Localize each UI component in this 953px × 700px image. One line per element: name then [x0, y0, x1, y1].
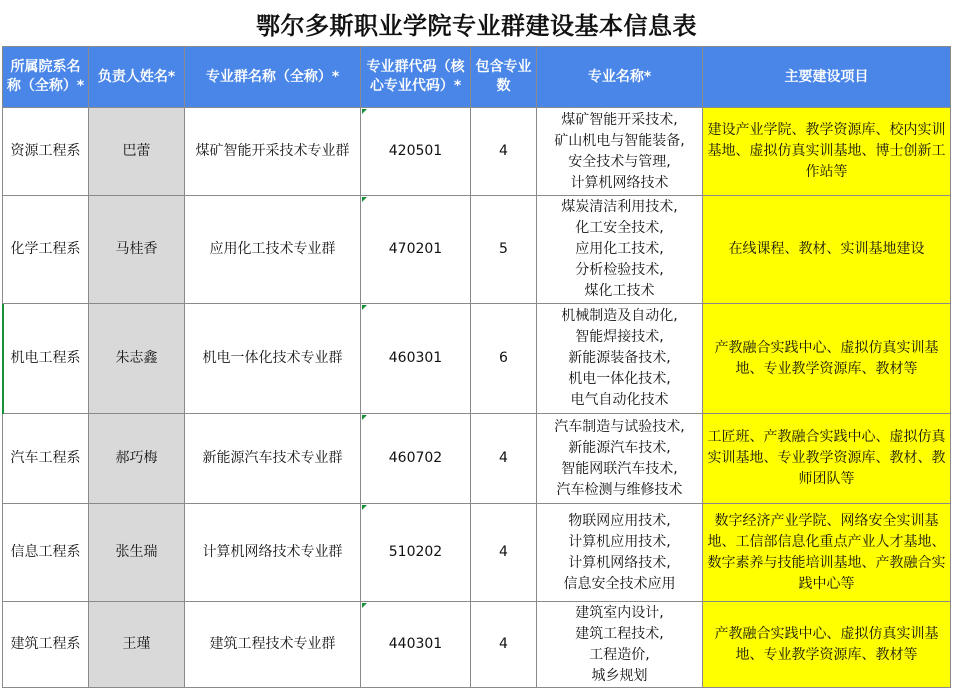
cell-projects[interactable]: 产教融合实践中心、虚拟仿真实训基地、专业教学资源库、教材等 — [703, 602, 951, 688]
major-name: 信息安全技术应用 — [563, 575, 676, 592]
major-name: 煤炭清洁利用技术, — [561, 199, 678, 215]
cell-leader[interactable]: 马桂香 — [89, 196, 185, 304]
cell-major-count[interactable]: 5 — [471, 196, 537, 304]
cell-group-name[interactable]: 建筑工程技术专业群 — [185, 602, 361, 688]
major-name: 化工安全技术, — [575, 220, 664, 236]
comment-marker[interactable] — [362, 109, 367, 114]
cell-projects[interactable]: 产教融合实践中心、虚拟仿真实训基地、专业教学资源库、教材等 — [703, 304, 951, 414]
cell-dept[interactable]: 资源工程系 — [3, 108, 89, 196]
major-name: 物联网应用技术, — [568, 512, 671, 529]
table-row — [3, 504, 951, 602]
comment-marker[interactable] — [362, 197, 367, 202]
cell-major-count[interactable]: 4 — [471, 108, 537, 196]
cell-projects[interactable]: 在线课程、教材、实训基地建设 — [703, 196, 951, 304]
cell-projects[interactable]: 数字经济产业学院、网络安全实训基地、工信部信息化重点产业人才基地、数字素养与技能培训基地、产教融合实践中心等 — [703, 504, 951, 602]
major-name: 汽车制造与试验技术, — [554, 418, 685, 435]
header-major-names[interactable]: 专业名称* — [537, 47, 703, 108]
header-group-code[interactable]: 专业群代码（核心专业代码）* — [361, 47, 471, 108]
major-name: 矿山机电与智能装备, — [554, 132, 685, 149]
cell-major-names[interactable] — [537, 602, 703, 688]
cell-dept[interactable]: 建筑工程系 — [3, 602, 89, 688]
cell-major-count[interactable]: 4 — [471, 602, 537, 688]
major-name: 煤化工技术 — [584, 283, 655, 299]
major-name: 计算机网络技术 — [570, 174, 669, 191]
major-name: 新能源装备技术, — [568, 350, 671, 366]
cell-leader[interactable]: 郝巧梅 — [89, 414, 185, 504]
major-name: 新能源汽车技术, — [568, 439, 671, 456]
table-row — [3, 414, 951, 504]
comment-marker[interactable] — [362, 603, 367, 608]
sheet-title: 鄂尔多斯职业学院专业群建设基本信息表 — [256, 11, 697, 40]
cell-group-name[interactable]: 计算机网络技术专业群 — [185, 504, 361, 602]
cell-group-name[interactable]: 机电一体化技术专业群 — [185, 304, 361, 414]
cell-dept[interactable]: 汽车工程系 — [3, 414, 89, 504]
cell-dept[interactable]: 机电工程系 — [3, 304, 89, 414]
cell-major-names[interactable] — [537, 108, 703, 196]
comment-marker[interactable] — [362, 505, 367, 510]
major-name: 机械制造及自动化, — [561, 308, 678, 324]
cell-group-code[interactable]: 470201 — [361, 196, 471, 304]
info-table — [2, 46, 951, 688]
cell-leader[interactable]: 王瑾 — [89, 602, 185, 688]
cell-dept[interactable]: 信息工程系 — [3, 504, 89, 602]
major-name: 煤矿智能开采技术, — [561, 111, 678, 128]
header-dept[interactable]: 所属院系名称（全称）* — [3, 47, 89, 108]
cell-projects[interactable]: 建设产业学院、教学资源库、校内实训基地、虚拟仿真实训基地、博士创新工作站等 — [703, 108, 951, 196]
cell-group-name[interactable]: 煤矿智能开采技术专业群 — [185, 108, 361, 196]
cell-group-code[interactable]: 460702 — [361, 414, 471, 504]
selection-edge — [2, 304, 4, 414]
major-name: 智能焊接技术, — [575, 329, 664, 345]
cell-major-count[interactable]: 6 — [471, 304, 537, 414]
major-name: 电气自动化技术 — [570, 392, 669, 408]
header-group-name[interactable]: 专业群名称（全称）* — [185, 47, 361, 108]
cell-group-code[interactable]: 420501 — [361, 108, 471, 196]
cell-major-count[interactable]: 4 — [471, 504, 537, 602]
table-row — [3, 304, 951, 414]
cell-projects[interactable]: 工匠班、产教融合实践中心、虚拟仿真实训基地、专业教学资源库、教材、教师团队等 — [703, 414, 951, 504]
major-name: 应用化工技术, — [575, 241, 664, 257]
cell-group-name[interactable]: 新能源汽车技术专业群 — [185, 414, 361, 504]
cell-group-code[interactable]: 440301 — [361, 602, 471, 688]
header-leader[interactable]: 负责人姓名* — [89, 47, 185, 108]
table-row — [3, 196, 951, 304]
major-name: 安全技术与管理, — [568, 153, 671, 170]
major-name: 计算机应用技术, — [568, 533, 671, 550]
header-major-count[interactable]: 包含专业数 — [471, 47, 537, 108]
major-name: 工程造价, — [589, 646, 650, 663]
table-row — [3, 108, 951, 196]
cell-leader[interactable]: 巴蕾 — [89, 108, 185, 196]
major-name: 城乡规划 — [591, 667, 648, 684]
header-projects[interactable]: 主要建设项目 — [703, 47, 951, 108]
major-name: 建筑工程技术, — [575, 625, 664, 642]
cell-group-code[interactable]: 460301 — [361, 304, 471, 414]
major-name: 建筑室内设计, — [575, 604, 664, 621]
header-row — [3, 47, 951, 108]
major-name: 汽车检测与维修技术 — [556, 481, 683, 498]
cell-major-names[interactable] — [537, 196, 703, 304]
major-name: 智能网联汽车技术, — [561, 460, 678, 477]
major-name: 计算机网络技术, — [568, 554, 671, 571]
major-name: 分析检验技术, — [575, 262, 664, 278]
cell-leader[interactable]: 朱志鑫 — [89, 304, 185, 414]
comment-marker[interactable] — [362, 305, 367, 310]
major-name: 机电一体化技术, — [568, 371, 671, 387]
cell-group-code[interactable]: 510202 — [361, 504, 471, 602]
cell-major-names[interactable] — [537, 504, 703, 602]
cell-major-names[interactable] — [537, 414, 703, 504]
cell-major-count[interactable]: 4 — [471, 414, 537, 504]
cell-major-names[interactable] — [537, 304, 703, 414]
cell-leader[interactable]: 张生瑞 — [89, 504, 185, 602]
cell-group-name[interactable]: 应用化工技术专业群 — [185, 196, 361, 304]
comment-marker[interactable] — [362, 415, 367, 420]
cell-dept[interactable]: 化学工程系 — [3, 196, 89, 304]
table-row — [3, 602, 951, 688]
